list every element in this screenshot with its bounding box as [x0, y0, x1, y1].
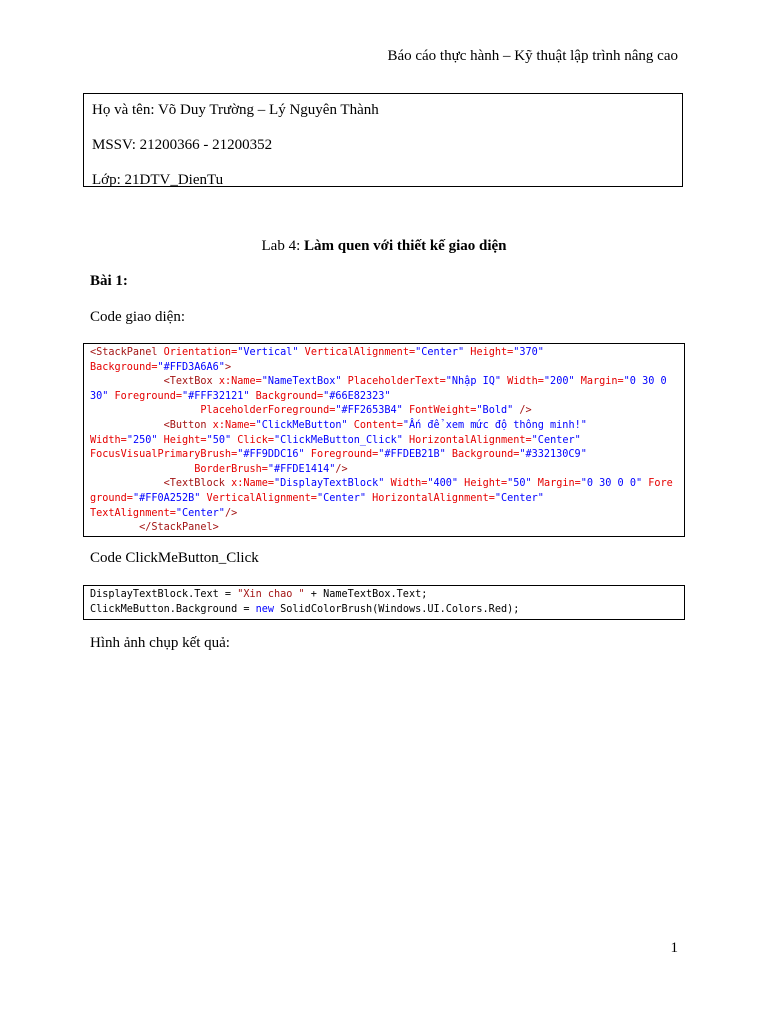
student-names: Họ và tên: Võ Duy Trường – Lý Nguyên Thành [92, 102, 379, 118]
student-ids: MSSV: 21200366 - 21200352 [92, 137, 273, 153]
xaml-code-block: <StackPanel Orientation="Vertical" VerticalAlignment="Center" Height="370" Background="#FFD3A6A6"> <TextBox x:Name="NameTextBox" PlaceholderText="Nhập IQ" Width="200" Margin="0 30 0 30" Foreground="#FFF32121" Background="#66E82323" PlaceholderForeground="#FF2653B4" FontWeight="Bold" /> <Button x:Name="ClickMeButton" Content="Ấn để xem mức độ thông minh!" Width="250" Height="50" Click="ClickMeButton_Click" HorizontalAlignment="Center" FocusVisualPrimaryBrush="#FF9DDC16" Foreground="#FFDEB21B" Background="#332130C9" BorderBrush="#FFDE1414"/> <TextBlock x:Name="DisplayTextBlock" Width="400" Height="50" Margin="0 30 0 0" Foreground="#FF0A252B" VerticalAlignment="Center" HorizontalAlignment="Center" TextAlignment="Center"/> </StackPanel> [83, 343, 685, 537]
student-info-box [83, 93, 683, 187]
exercise-title: Bài 1: [90, 273, 128, 289]
csharp-code-block: DisplayTextBlock.Text = "Xin chao " + NameTextBox.Text; ClickMeButton.Background = new SolidColorBrush(Windows.UI.Colors.Red); [83, 585, 685, 620]
code-ui-label: Code giao diện: [90, 309, 185, 325]
code-click-label: Code ClickMeButton_Click [90, 550, 259, 566]
student-class: Lớp: 21DTV_DienTu [92, 172, 224, 188]
page-number: 1 [670, 940, 678, 956]
lab-title [0, 238, 768, 255]
lab-prefix: Lab 4: [261, 238, 304, 254]
lab-title-text: Làm quen với thiết kế giao diện [304, 238, 507, 254]
report-header-title: Báo cáo thực hành – Kỹ thuật lập trình nâng cao [387, 48, 678, 64]
result-label: Hình ảnh chụp kết quả: [90, 635, 230, 651]
